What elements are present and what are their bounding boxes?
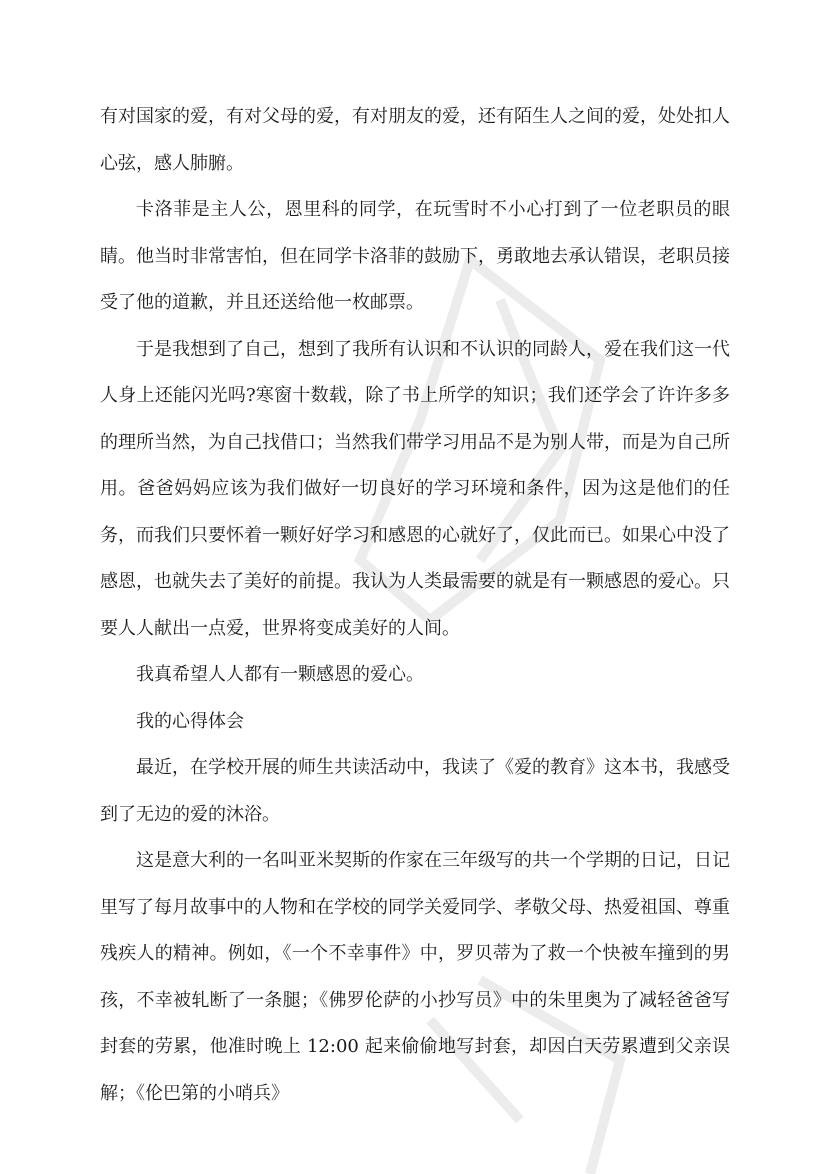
document-body — [100, 94, 730, 1117]
paragraph-4: 我真希望人人都有一颗感恩的爱心。 — [136, 664, 424, 685]
paragraph-7: 这是意大利的一名叫亚米契斯的作家在三年级写的共一个学期的日记，日记里写了每月故事中的人物和在学校的同学关爱同学、孝敬父母、热爱祖国、尊重残疾人的精神。例如，《一个不幸事件》中，罗贝蒂为了救一个快被车撞到的男孩，不幸被轧断了一条腿；《佛罗伦萨的小抄写员》中的朱里奥为了减轻爸爸写封套的劳累，他准时晚上 12:00 起来偷偷地写封套，却因白天劳累遭到父亲误解；《伦巴第的小哨兵》 — [100, 850, 730, 1104]
paragraph-6: 最近，在学校开展的师生共读活动中，我读了《爱的教育》这本书，我感受到了无边的爱的沐浴。 — [100, 757, 730, 825]
section-heading: 我的心得体会 — [136, 710, 244, 732]
paragraph-3: 于是我想到了自己，想到了我所有认识和不认识的同龄人，爱在我们这一代人身上还能闪光吗?寒窗十数载，除了书上所学的知识；我们还学会了许许多多的理所当然，为自己找借口；当然我们带学习用品不是为别人带，而是为自己所用。爸爸妈妈应该为我们做好一切良好的学习环境和条件，因为这是他们的任务，而我们只要怀着一颗好好学习和感恩的心就好了，仅此而已。如果心中没了感恩，也就失去了美好的前提。我认为人类最需要的就是有一颗感恩的爱心。只要人人献出一点爱，世界将变成美好的人间。 — [100, 338, 730, 639]
paragraph-1: 有对国家的爱，有对父母的爱，有对朋友的爱，还有陌生人之间的爱，处处扣人心弦，感人肺腑。 — [100, 106, 730, 174]
paragraph-2: 卡洛菲是主人公，恩里科的同学，在玩雪时不小心打到了一位老职员的眼睛。他当时非常害怕，但在同学卡洛菲的鼓励下，勇敢地去承认错误，老职员接受了他的道歉，并且还送给他一枚邮票。 — [100, 199, 730, 313]
